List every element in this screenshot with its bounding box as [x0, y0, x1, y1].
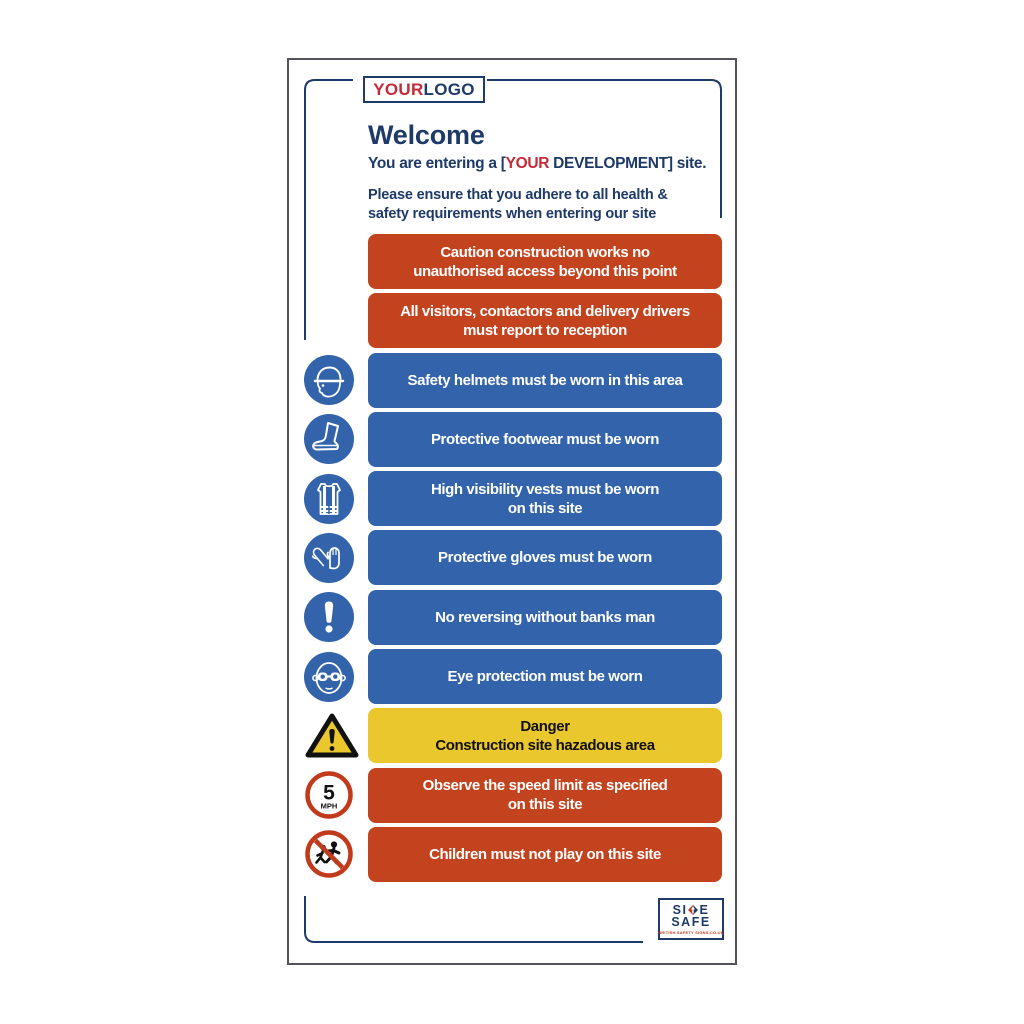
- entering-development: DEVELOPMENT: [549, 155, 668, 172]
- speed-limit-5mph-icon: [302, 768, 368, 823]
- banner-text: All visitors, contactors and delivery drivers: [400, 302, 690, 320]
- site-safe-line2: SAFE: [671, 914, 711, 929]
- banner-text: Caution construction works no: [440, 243, 650, 261]
- protective-gloves-icon: [302, 530, 368, 585]
- logo-text-your: YOUR: [373, 79, 424, 99]
- banner-speed-limit: [302, 768, 722, 823]
- logo-text-logo: LOGO: [423, 79, 475, 99]
- banner-safety-helmets: [302, 353, 722, 408]
- warning-triangle-icon: [302, 708, 368, 763]
- banner-no-reversing: [302, 590, 722, 645]
- safety-note-line2: safety requirements when entering our site: [368, 206, 657, 222]
- exclamation-icon: [302, 590, 368, 645]
- safety-sign-board: [287, 58, 737, 965]
- eye-protection-icon: [302, 649, 368, 704]
- banner-eye-protection: [302, 649, 722, 704]
- site-safe-diamond-icon: [688, 905, 698, 915]
- entering-suffix: ] site.: [667, 155, 707, 172]
- banner-rows: [302, 234, 722, 882]
- banner-protective-footwear: [302, 412, 722, 467]
- welcome-title: Welcome: [368, 120, 485, 150]
- banner-text: Safety helmets must be worn in this area: [407, 371, 683, 389]
- banner-protective-gloves: [302, 530, 722, 585]
- banner-text: Danger: [520, 717, 570, 735]
- site-safe-logo: [658, 898, 724, 940]
- safety-helmet-icon: [302, 353, 368, 408]
- no-children-icon: [302, 827, 368, 882]
- banner-text: must report to reception: [463, 321, 627, 339]
- your-logo-placeholder: [363, 76, 485, 103]
- empty-icon-slot: [302, 234, 368, 289]
- banner-danger-hazardous: [302, 708, 722, 763]
- entering-your: YOUR: [505, 155, 550, 172]
- banner-visitors-reception: [302, 293, 722, 348]
- entering-site-line: [368, 155, 724, 173]
- protective-footwear-icon: [302, 412, 368, 467]
- safety-note: [368, 186, 724, 224]
- banner-text: Observe the speed limit as specified: [422, 777, 668, 795]
- banner-no-children: [302, 827, 722, 882]
- banner-text: on this site: [507, 796, 583, 814]
- banner-text: Construction site hazadous area: [435, 736, 655, 754]
- banner-text: Protective footwear must be worn: [430, 430, 660, 448]
- speed-unit: MPH: [320, 801, 338, 811]
- banner-high-visibility: [302, 471, 722, 526]
- empty-icon-slot: [302, 293, 368, 348]
- banner-text: Protective gloves must be worn: [438, 549, 652, 567]
- safety-note-line1: Please ensure that you adhere to all health &: [368, 187, 668, 203]
- site-safe-e: E: [699, 902, 710, 917]
- banner-caution-construction: [302, 234, 722, 289]
- banner-text: on this site: [507, 499, 583, 517]
- banner-text: No reversing without banks man: [435, 608, 655, 626]
- banner-text: unauthorised access beyond this point: [413, 262, 677, 280]
- site-safe-line1: [673, 904, 710, 916]
- banner-text: High visibility vests must be worn: [430, 480, 660, 498]
- speed-value: 5: [323, 781, 335, 805]
- entering-prefix: You are entering a [: [368, 155, 506, 172]
- site-safe-tagline: BRITISH SAFETY SIGNS.CO.UK: [658, 929, 724, 935]
- site-safe-si: SI: [672, 902, 688, 917]
- banner-text: Eye protection must be worn: [447, 668, 643, 686]
- banner-text: Children must not play on this site: [429, 845, 661, 863]
- high-visibility-vest-icon: [302, 471, 368, 526]
